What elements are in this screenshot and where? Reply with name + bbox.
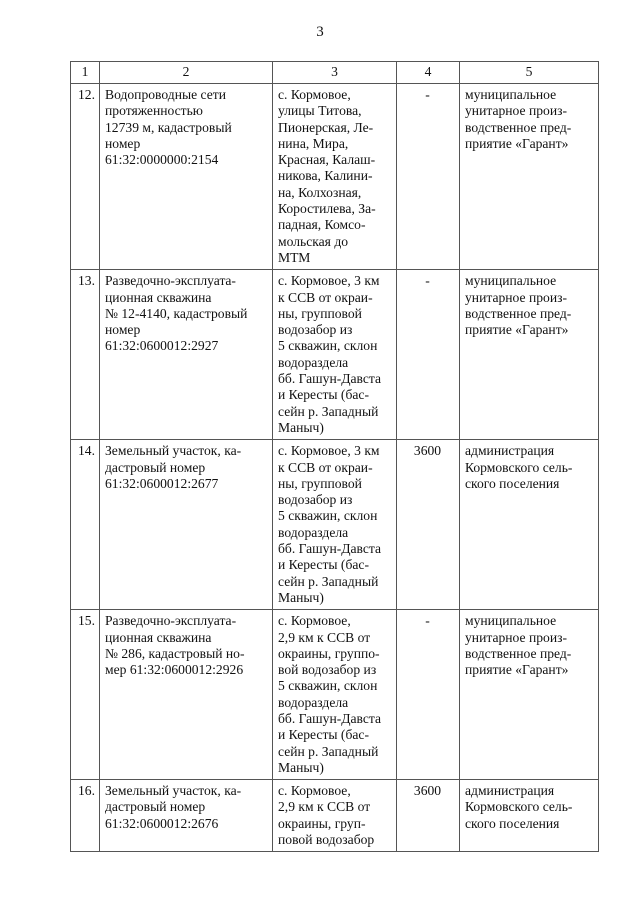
object-name: Разведочно-эксплуатa- ционная скважина № 12-4140, кадастровый номер 61:32:0600012:2927 — [100, 270, 273, 440]
object-address: с. Кормовое, 3 км к ССВ от окраи- ны, групповой водозабор из 5 скважин, склон водораздела бб. Гашун-Давста и Кересты (бас- сейн р. Западный Маныч) — [273, 270, 397, 440]
object-area: - — [397, 270, 460, 440]
object-address: с. Кормовое, 3 км к ССВ от окраи- ны, групповой водозабор из 5 скважин, склон водораздела бб. Гашун-Давста и Кересты (бас- сейн р. Западный Маныч) — [273, 440, 397, 610]
object-address: с. Кормовое, улицы Титова, Пионерская, Ле- нина, Мира, Красная, Калаш- никова, Калини- на, Колхозная, Коростилева, За- падная, Комсо- мольская до МТМ — [273, 84, 397, 270]
object-owner: муниципальное унитарное произ- водственное пред- приятие «Гарант» — [460, 84, 599, 270]
table-header-row — [71, 62, 599, 84]
header-cell: 4 — [397, 62, 460, 84]
object-name: Водопроводные сети протяженностью 12739 м, кадастровый номер 61:32:0000000:2154 — [100, 84, 273, 270]
row-number: 16. — [71, 780, 100, 852]
object-area: - — [397, 610, 460, 780]
object-owner: муниципальное унитарное произ- водственное пред- приятие «Гарант» — [460, 610, 599, 780]
object-owner: администрация Кормовского сель- ского поселения — [460, 440, 599, 610]
table-row — [71, 610, 599, 780]
object-name: Земельный участок, ка- дастровый номер 61:32:0600012:2677 — [100, 440, 273, 610]
row-number: 15. — [71, 610, 100, 780]
property-table — [70, 61, 599, 852]
object-address: с. Кормовое, 2,9 км к ССВ от окраины, груп- повой водозабор — [273, 780, 397, 852]
row-number: 12. — [71, 84, 100, 270]
table-row — [71, 84, 599, 270]
object-area: 3600 — [397, 780, 460, 852]
page-number: 3 — [316, 24, 324, 40]
header-cell: 5 — [460, 62, 599, 84]
object-address: с. Кормовое, 2,9 км к ССВ от окраины, группо- вой водозабор из 5 скважин, склон водораздела бб. Гашун-Давста и Кересты (бас- сейн р. Западный Маныч) — [273, 610, 397, 780]
object-owner: муниципальное унитарное произ- водственное пред- приятие «Гарант» — [460, 270, 599, 440]
header-cell: 3 — [273, 62, 397, 84]
row-number: 13. — [71, 270, 100, 440]
table-row — [71, 780, 599, 852]
object-area: 3600 — [397, 440, 460, 610]
object-name: Разведочно-эксплуата- ционная скважина № 286, кадастровый но- мер 61:32:0600012:2926 — [100, 610, 273, 780]
object-area: - — [397, 84, 460, 270]
header-cell: 2 — [100, 62, 273, 84]
table-row — [71, 440, 599, 610]
object-name: Земельный участок, ка- дастровый номер 61:32:0600012:2676 — [100, 780, 273, 852]
object-owner: администрация Кормовского сель- ского поселения — [460, 780, 599, 852]
header-cell: 1 — [71, 62, 100, 84]
table-row — [71, 270, 599, 440]
row-number: 14. — [71, 440, 100, 610]
